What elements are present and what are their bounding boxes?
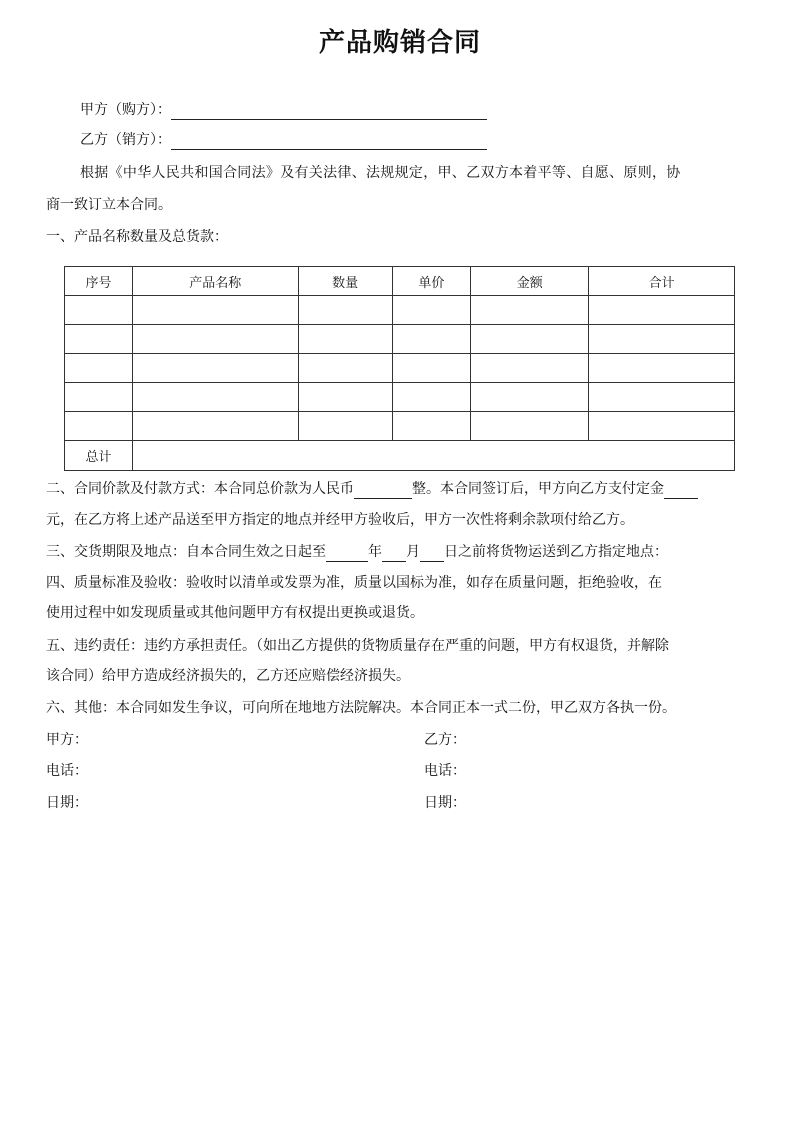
table-cell[interactable]	[65, 383, 133, 412]
table-cell[interactable]	[471, 296, 589, 325]
signature-phone-a: 电话：	[46, 763, 88, 779]
table-cell[interactable]	[589, 412, 735, 441]
table-cell[interactable]	[298, 383, 392, 412]
table-cell[interactable]	[471, 412, 589, 441]
deposit-blank	[664, 482, 698, 499]
table-cell[interactable]	[132, 412, 298, 441]
table-cell[interactable]	[589, 354, 735, 383]
table-cell[interactable]	[298, 325, 392, 354]
table-row	[65, 354, 735, 383]
signature-date-a: 日期：	[46, 795, 88, 811]
table-cell[interactable]	[471, 383, 589, 412]
total-value-cell[interactable]	[132, 441, 734, 471]
header-index: 序号	[65, 267, 133, 296]
section-2-line-1	[46, 479, 698, 499]
section-6-line: 六、其他：本合同如发生争议，可向所在地地方法院解决。本合同正本一式二份，甲乙双方各执一份。	[46, 700, 676, 716]
signature-party-b: 乙方：	[424, 732, 466, 748]
table-cell[interactable]	[65, 296, 133, 325]
month-label: 月	[406, 544, 420, 560]
section-1-heading: 一、产品名称数量及总货款：	[46, 229, 228, 245]
table-cell[interactable]	[392, 354, 471, 383]
table-cell[interactable]	[65, 354, 133, 383]
section-4-line-1: 四、质量标准及验收：验收时以清单或发票为准，质量以国标为准，如存在质量问题，拒绝验收，在	[46, 575, 662, 591]
year-label: 年	[368, 544, 382, 560]
party-b-line	[80, 130, 487, 150]
section-2-line-2: 元，在乙方将上述产品送至甲方指定的地点并经甲方验收后，甲方一次性将剩余款项付给乙方。	[46, 512, 634, 528]
table-row	[65, 412, 735, 441]
section-3-part-1: 三、交货期限及地点：自本合同生效之日起至	[46, 544, 326, 560]
signature-date-b: 日期：	[424, 795, 466, 811]
section-5-line-1: 五、违约责任：违约方承担责任。（如出乙方提供的货物质量存在严重的问题，甲方有权退货，并解除	[46, 638, 669, 654]
header-subtotal: 合计	[589, 267, 735, 296]
day-blank	[420, 545, 444, 562]
party-a-line	[80, 100, 487, 120]
table-cell[interactable]	[392, 325, 471, 354]
section-3-part-2: 日之前将货物运送到乙方指定地点：	[444, 544, 668, 560]
section-2-part-2: 整。本合同签订后，甲方向乙方支付定金	[412, 481, 664, 497]
signature-party-a: 甲方：	[46, 732, 88, 748]
year-blank	[326, 545, 368, 562]
section-5-line-2: 该合同）给甲方造成经济损失的，乙方还应赔偿经济损失。	[46, 668, 410, 684]
party-b-blank	[171, 133, 487, 150]
table-cell[interactable]	[65, 412, 133, 441]
table-cell[interactable]	[298, 412, 392, 441]
header-unit-price: 单价	[392, 267, 471, 296]
contract-title: 产品购销合同	[318, 28, 481, 58]
table-cell[interactable]	[298, 354, 392, 383]
table-cell[interactable]	[132, 383, 298, 412]
table-cell[interactable]	[132, 296, 298, 325]
table-cell[interactable]	[589, 383, 735, 412]
table-cell[interactable]	[132, 325, 298, 354]
total-label: 总计	[65, 441, 133, 471]
party-b-label: 乙方（销方）：	[80, 132, 171, 148]
table-cell[interactable]	[392, 383, 471, 412]
intro-line-1: 根据《中华人民共和国合同法》及有关法律、法规规定，甲、乙双方本着平等、自愿、原则，协	[80, 165, 681, 181]
section-2-part-1: 二、合同价款及付款方式：本合同总价款为人民币	[46, 481, 354, 497]
table-cell[interactable]	[589, 296, 735, 325]
header-quantity: 数量	[298, 267, 392, 296]
party-a-label: 甲方（购方）：	[80, 102, 171, 118]
table-row	[65, 325, 735, 354]
table-header-row	[65, 267, 735, 296]
total-price-blank	[354, 482, 412, 499]
table-cell[interactable]	[132, 354, 298, 383]
month-blank	[382, 545, 406, 562]
signature-phone-b: 电话：	[424, 763, 466, 779]
goods-table	[64, 266, 735, 471]
table-cell[interactable]	[298, 296, 392, 325]
table-row	[65, 296, 735, 325]
section-3-line	[46, 542, 668, 562]
intro-line-2: 商一致订立本合同。	[46, 197, 172, 213]
table-total-row	[65, 441, 735, 471]
table-cell[interactable]	[471, 325, 589, 354]
table-cell[interactable]	[392, 412, 471, 441]
party-a-blank	[171, 103, 487, 120]
table-cell[interactable]	[471, 354, 589, 383]
table-row	[65, 383, 735, 412]
header-product-name: 产品名称	[132, 267, 298, 296]
header-amount: 金额	[471, 267, 589, 296]
table-cell[interactable]	[589, 325, 735, 354]
table-cell[interactable]	[392, 296, 471, 325]
section-4-line-2: 使用过程中如发现质量或其他问题甲方有权提出更换或退货。	[46, 605, 424, 621]
table-cell[interactable]	[65, 325, 133, 354]
